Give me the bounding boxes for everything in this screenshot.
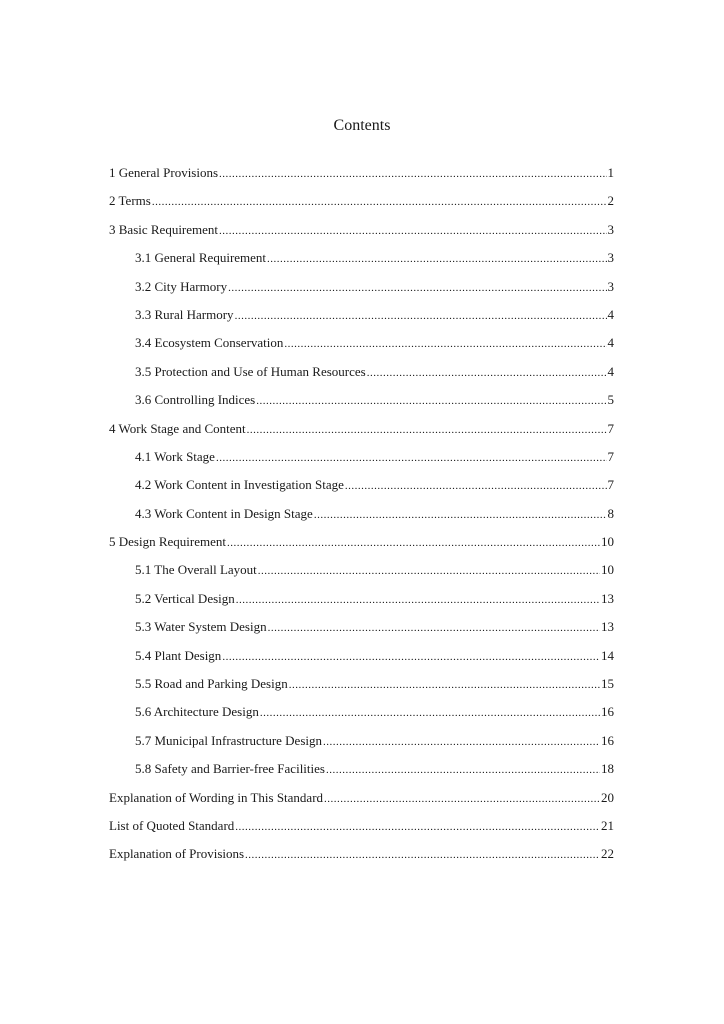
- toc-entry-label: List of Quoted Standard: [109, 817, 235, 833]
- dot-leader: [236, 591, 600, 609]
- toc-entry-label: 3.3 Rural Harmory: [135, 306, 234, 322]
- toc-entry-page-number: 15: [601, 676, 614, 692]
- toc-entry[interactable]: [109, 760, 614, 788]
- toc-entry[interactable]: [109, 363, 614, 391]
- toc-entry-page-number: 21: [601, 817, 614, 833]
- toc-entry-page-number: 18: [601, 761, 614, 777]
- dot-leader: [235, 307, 607, 325]
- toc-entry-page-number: 16: [601, 704, 614, 720]
- page-title: Contents: [333, 117, 391, 134]
- toc-entry[interactable]: [109, 448, 614, 476]
- toc-entry-label: 3.4 Ecosystem Conservation: [135, 335, 284, 351]
- toc-entry-page-number: 7: [607, 477, 614, 493]
- toc-entry[interactable]: [109, 221, 614, 249]
- toc-entry-page-number: 14: [601, 647, 614, 663]
- toc-entry-label: 5 Design Requirement: [109, 534, 226, 550]
- toc-entry-page-number: 3: [607, 278, 614, 294]
- toc-entry-label: 5.4 Plant Design: [135, 647, 222, 663]
- toc-entry[interactable]: [109, 505, 614, 533]
- toc-entry-page-number: 7: [607, 448, 614, 464]
- dot-leader: [222, 648, 600, 666]
- toc-entry-page-number: 16: [601, 732, 614, 748]
- dot-leader: [260, 704, 600, 722]
- toc-entry[interactable]: [109, 675, 614, 703]
- toc-entry-page-number: 10: [601, 562, 614, 578]
- toc-entry[interactable]: [109, 192, 614, 220]
- dot-leader: [228, 279, 606, 297]
- dot-leader: [258, 562, 600, 580]
- toc-entry-label: 4.3 Work Content in Design Stage: [135, 505, 313, 521]
- toc-entry[interactable]: [109, 845, 614, 873]
- toc-entry-label: 3 Basic Requirement: [109, 221, 219, 237]
- toc-entry-label: 5.1 The Overall Layout: [135, 562, 257, 578]
- dot-leader: [152, 193, 607, 211]
- dot-leader: [267, 250, 606, 268]
- toc-entry-page-number: 4: [607, 363, 614, 379]
- toc-entry[interactable]: [109, 789, 614, 817]
- dot-leader: [289, 676, 600, 694]
- dot-leader: [345, 477, 607, 495]
- toc-entry-label: 3.2 City Harmory: [135, 278, 228, 294]
- toc-entry-page-number: 4: [607, 306, 614, 322]
- dot-leader: [323, 733, 600, 751]
- table-of-contents: [109, 164, 614, 874]
- toc-entry[interactable]: [109, 561, 614, 589]
- toc-entry[interactable]: [109, 420, 614, 448]
- dot-leader: [367, 364, 607, 382]
- toc-entry-label: 4.2 Work Content in Investigation Stage: [135, 477, 344, 493]
- toc-entry-label: 5.8 Safety and Barrier-free Facilities: [135, 761, 325, 777]
- toc-entry[interactable]: [109, 476, 614, 504]
- toc-entry[interactable]: [109, 164, 614, 192]
- toc-entry-page-number: 8: [607, 505, 614, 521]
- toc-entry[interactable]: [109, 732, 614, 760]
- toc-entry[interactable]: [109, 533, 614, 561]
- toc-entry-page-number: 5: [607, 392, 614, 408]
- toc-entry-page-number: 13: [601, 619, 614, 635]
- toc-entry-label: 5.2 Vertical Design: [135, 590, 235, 606]
- toc-entry[interactable]: [109, 306, 614, 334]
- toc-entry-page-number: 22: [601, 846, 614, 862]
- toc-entry[interactable]: [109, 249, 614, 277]
- toc-entry-label: 3.1 General Requirement: [135, 250, 267, 266]
- toc-entry[interactable]: [109, 590, 614, 618]
- dot-leader: [256, 392, 606, 410]
- dot-leader: [219, 165, 606, 183]
- toc-entry-page-number: 13: [601, 590, 614, 606]
- toc-entry-label: Explanation of Wording in This Standard: [109, 789, 324, 805]
- toc-entry-page-number: 2: [607, 193, 614, 209]
- dot-leader: [247, 421, 607, 439]
- toc-entry-page-number: 3: [607, 250, 614, 266]
- toc-entry-label: 2 Terms: [109, 193, 151, 209]
- toc-entry-label: 3.6 Controlling Indices: [135, 392, 256, 408]
- dot-leader: [245, 846, 600, 864]
- toc-entry-page-number: 7: [607, 420, 614, 436]
- dot-leader: [227, 534, 600, 552]
- dot-leader: [284, 335, 606, 353]
- toc-entry-label: 4 Work Stage and Content: [109, 420, 246, 436]
- toc-entry[interactable]: [109, 278, 614, 306]
- dot-leader: [326, 761, 600, 779]
- toc-entry-label: 1 General Provisions: [109, 165, 219, 180]
- dot-leader: [314, 506, 607, 524]
- toc-entry[interactable]: [109, 391, 614, 419]
- toc-entry-page-number: 10: [601, 534, 614, 550]
- toc-entry-label: 5.7 Municipal Infrastructure Design: [135, 732, 323, 748]
- toc-entry-label: 4.1 Work Stage: [135, 448, 215, 464]
- toc-entry[interactable]: [109, 618, 614, 646]
- toc-entry-page-number: 4: [607, 335, 614, 351]
- dot-leader: [219, 222, 606, 240]
- toc-entry-label: 5.6 Architecture Design: [135, 704, 259, 720]
- toc-entry-label: Explanation of Provisions: [109, 846, 245, 862]
- toc-entry-label: 5.5 Road and Parking Design: [135, 676, 288, 692]
- dot-leader: [235, 818, 600, 836]
- dot-leader: [324, 790, 600, 808]
- toc-entry-label: 3.5 Protection and Use of Human Resources: [135, 363, 366, 379]
- toc-entry[interactable]: [109, 817, 614, 845]
- toc-entry-page-number: 20: [601, 789, 614, 805]
- toc-entry[interactable]: [109, 647, 614, 675]
- toc-entry-page-number: 1: [607, 165, 614, 180]
- toc-entry-label: 5.3 Water System Design: [135, 619, 267, 635]
- dot-leader: [216, 449, 607, 467]
- dot-leader: [268, 619, 600, 637]
- toc-entry-page-number: 3: [607, 221, 614, 237]
- toc-entry[interactable]: [109, 334, 614, 362]
- toc-entry[interactable]: [109, 703, 614, 731]
